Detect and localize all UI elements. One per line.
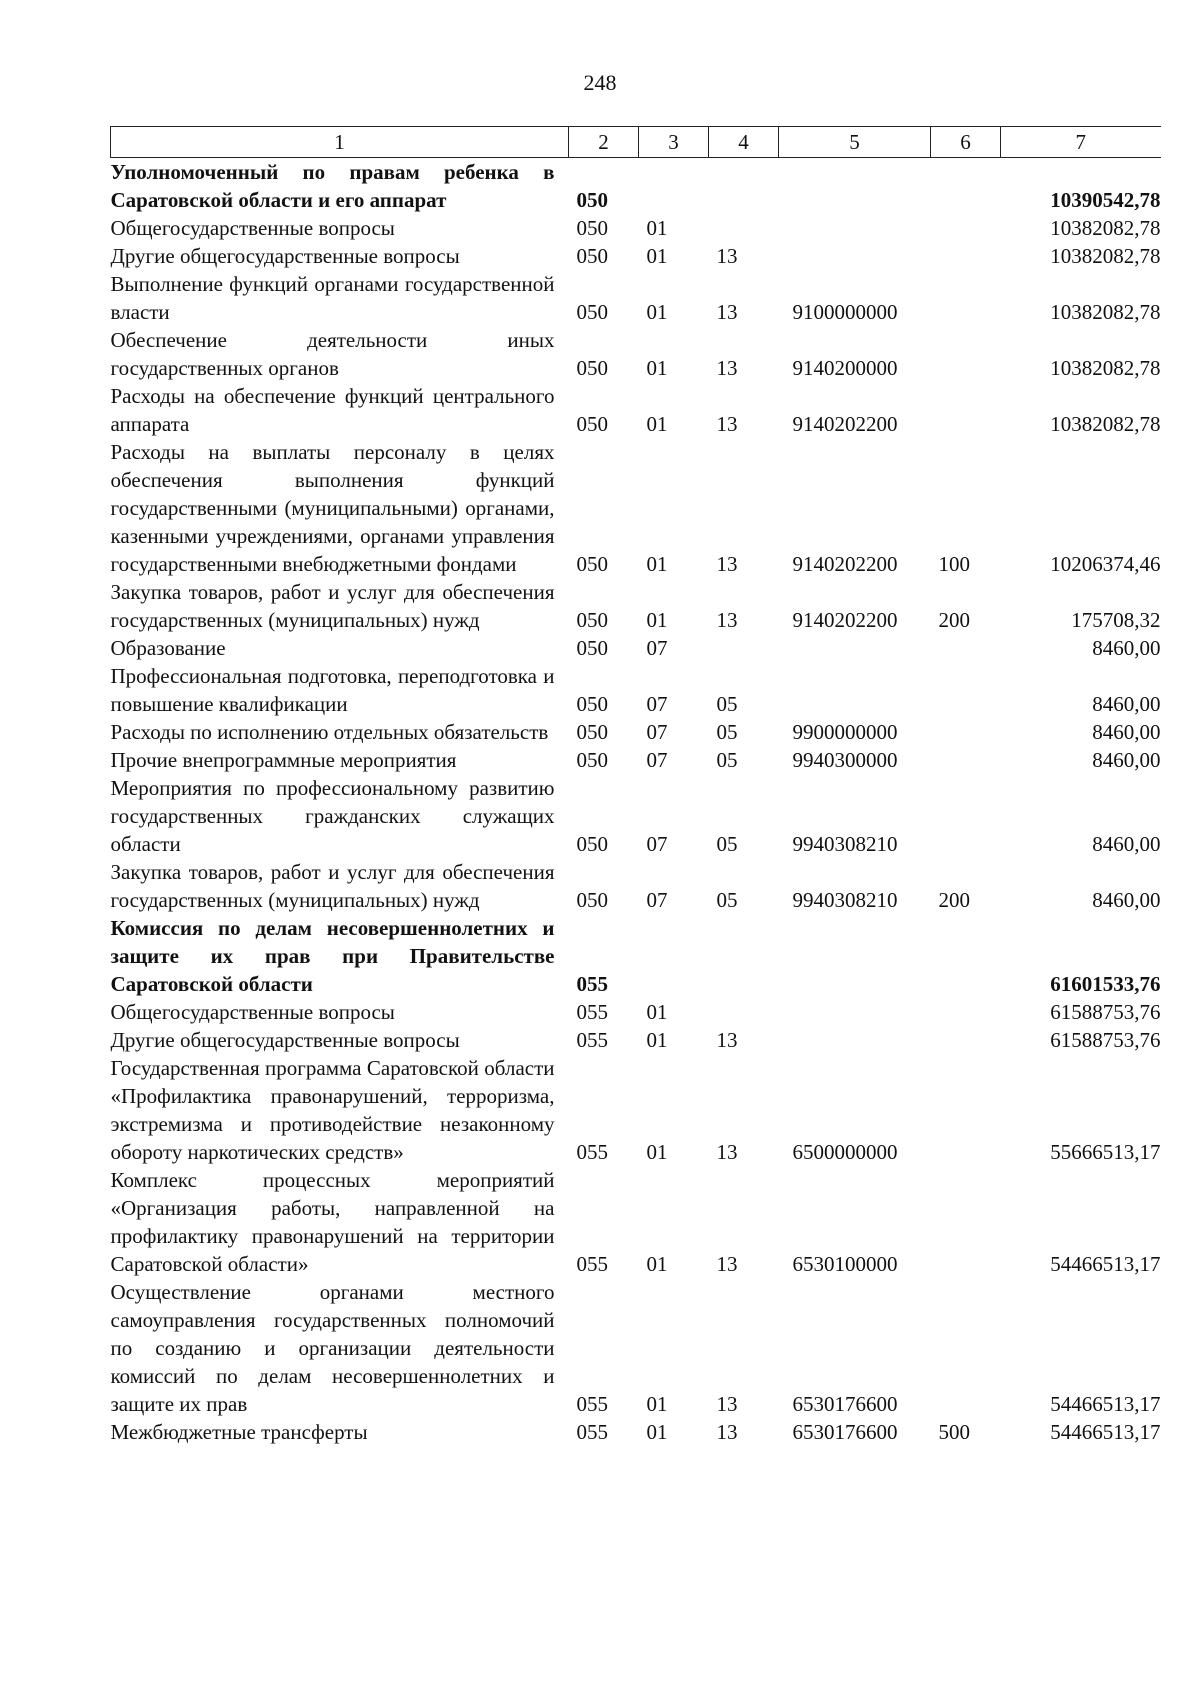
subdivision-code-cell: 13 bbox=[716, 552, 738, 576]
section-code-cell: 050 bbox=[576, 636, 608, 660]
target-article-cell: 9140200000 bbox=[792, 356, 898, 380]
expense-type-cell bbox=[931, 1278, 1001, 1418]
expense-type-cell bbox=[931, 242, 1001, 270]
target-article-cell bbox=[779, 158, 931, 215]
expense-type-cell bbox=[931, 1054, 1001, 1166]
subdivision-code-cell: 13 bbox=[716, 300, 738, 324]
amount-cell: 10382082,78 bbox=[1050, 356, 1161, 380]
division-code-cell: 01 bbox=[646, 1140, 668, 1164]
amount-cell: 10382082,78 bbox=[1050, 216, 1161, 240]
row-name-cell: Государственная программа Саратовской области «Профилактика правонарушений, терроризма, экстремизма и противодействие незаконному обороту наркотических средств» bbox=[110, 1056, 555, 1164]
column-header: 5 bbox=[779, 127, 931, 158]
table-row bbox=[111, 158, 1161, 215]
row-name-cell: Другие общегосударственные вопросы bbox=[110, 244, 460, 268]
column-header: 4 bbox=[709, 127, 779, 158]
target-article-cell bbox=[779, 662, 931, 718]
row-name-cell: Расходы по исполнению отдельных обязательств bbox=[110, 720, 549, 744]
division-code-cell: 01 bbox=[646, 412, 668, 436]
row-name-cell: Общегосударственные вопросы bbox=[110, 216, 395, 240]
amount-cell: 54466513,17 bbox=[1050, 1392, 1161, 1416]
expense-type-cell bbox=[931, 774, 1001, 858]
row-name-cell: Межбюджетные трансферты bbox=[110, 1420, 368, 1444]
amount-cell: 8460,00 bbox=[1092, 692, 1161, 716]
section-code-cell: 055 bbox=[576, 1252, 608, 1276]
section-code-cell: 055 bbox=[576, 972, 608, 996]
section-code-cell: 055 bbox=[576, 1140, 608, 1164]
subdivision-code-cell: 05 bbox=[716, 748, 738, 772]
amount-cell: 10382082,78 bbox=[1050, 412, 1161, 436]
target-article-cell bbox=[779, 998, 931, 1026]
division-code-cell: 01 bbox=[646, 1392, 668, 1416]
division-code-cell: 01 bbox=[646, 1252, 668, 1276]
amount-cell: 10382082,78 bbox=[1050, 300, 1161, 324]
division-code-cell: 07 bbox=[646, 832, 668, 856]
subdivision-code-cell: 13 bbox=[716, 1140, 738, 1164]
row-name-cell: Образование bbox=[110, 636, 226, 660]
row-name-cell: Прочие внепрограммные мероприятия bbox=[110, 748, 457, 772]
amount-cell: 175708,32 bbox=[1071, 608, 1161, 632]
subdivision-code-cell: 13 bbox=[716, 244, 738, 268]
expense-type-cell: 100 bbox=[938, 552, 970, 576]
division-code-cell: 01 bbox=[646, 1000, 668, 1024]
row-name-cell: Выполнение функций органами государственной власти bbox=[110, 272, 555, 324]
row-name-cell: Обеспечение деятельности иных государственных органов bbox=[110, 328, 555, 380]
division-code-cell: 07 bbox=[646, 720, 668, 744]
expense-type-cell bbox=[931, 914, 1001, 998]
subdivision-code-cell: 13 bbox=[716, 608, 738, 632]
section-code-cell: 050 bbox=[576, 356, 608, 380]
division-code-cell: 01 bbox=[646, 216, 668, 240]
division-code-cell: 07 bbox=[646, 748, 668, 772]
amount-cell: 8460,00 bbox=[1092, 720, 1161, 744]
section-code-cell: 050 bbox=[576, 244, 608, 268]
division-code-cell: 01 bbox=[646, 244, 668, 268]
expense-type-cell bbox=[931, 1166, 1001, 1278]
target-article-cell: 6530176600 bbox=[792, 1392, 898, 1416]
section-code-cell: 050 bbox=[576, 188, 608, 212]
table-row bbox=[111, 718, 1161, 746]
subdivision-code-cell bbox=[709, 214, 779, 242]
row-name-cell: Другие общегосударственные вопросы bbox=[110, 1028, 460, 1052]
amount-cell: 55666513,17 bbox=[1050, 1140, 1161, 1164]
section-code-cell: 055 bbox=[576, 1028, 608, 1052]
amount-cell: 54466513,17 bbox=[1050, 1252, 1161, 1276]
table-row bbox=[111, 242, 1161, 270]
column-header: 7 bbox=[1001, 127, 1161, 158]
expense-type-cell: 500 bbox=[938, 1420, 970, 1444]
division-code-cell: 07 bbox=[646, 888, 668, 912]
target-article-cell: 9940300000 bbox=[792, 748, 898, 772]
target-article-cell bbox=[779, 634, 931, 662]
target-article-cell: 9140202200 bbox=[792, 552, 898, 576]
subdivision-code-cell bbox=[709, 998, 779, 1026]
section-code-cell: 055 bbox=[576, 1420, 608, 1444]
table-row bbox=[111, 634, 1161, 662]
subdivision-code-cell: 13 bbox=[716, 412, 738, 436]
subdivision-code-cell: 13 bbox=[716, 1420, 738, 1444]
subdivision-code-cell bbox=[709, 914, 779, 998]
division-code-cell bbox=[639, 158, 709, 215]
column-header: 2 bbox=[569, 127, 639, 158]
target-article-cell bbox=[779, 242, 931, 270]
expense-type-cell bbox=[931, 382, 1001, 438]
table-row bbox=[111, 1278, 1161, 1418]
expense-type-cell bbox=[931, 746, 1001, 774]
table-row bbox=[111, 998, 1161, 1026]
amount-cell: 8460,00 bbox=[1092, 748, 1161, 772]
amount-cell: 10390542,78 bbox=[1050, 188, 1161, 212]
subdivision-code-cell: 05 bbox=[716, 720, 738, 744]
row-name-cell: Мероприятия по профессиональному развитию государственных гражданских служащих области bbox=[110, 776, 555, 856]
section-code-cell: 050 bbox=[576, 300, 608, 324]
division-code-cell: 01 bbox=[646, 356, 668, 380]
table-row bbox=[111, 214, 1161, 242]
target-article-cell bbox=[779, 214, 931, 242]
division-code-cell: 01 bbox=[646, 552, 668, 576]
expense-type-cell bbox=[931, 718, 1001, 746]
table-row bbox=[111, 578, 1161, 634]
subdivision-code-cell bbox=[709, 634, 779, 662]
table-header-row bbox=[111, 127, 1161, 158]
expense-type-cell bbox=[931, 998, 1001, 1026]
target-article-cell bbox=[779, 914, 931, 998]
section-code-cell: 050 bbox=[576, 832, 608, 856]
column-header: 1 bbox=[111, 127, 569, 158]
section-code-cell: 050 bbox=[576, 748, 608, 772]
expense-type-cell bbox=[931, 634, 1001, 662]
amount-cell: 10206374,46 bbox=[1050, 552, 1161, 576]
expense-type-cell bbox=[931, 270, 1001, 326]
row-name-cell: Расходы на выплаты персоналу в целях обеспечения выполнения функций государственными (муниципальными) органами, казенными учреждениями, органами управления государственными внебюджетными фондами bbox=[110, 440, 555, 576]
table-row bbox=[111, 1418, 1161, 1446]
amount-cell: 8460,00 bbox=[1092, 832, 1161, 856]
division-code-cell: 07 bbox=[646, 636, 668, 660]
table-row bbox=[111, 774, 1161, 858]
page-number: 248 bbox=[583, 70, 617, 95]
division-code-cell: 07 bbox=[646, 692, 668, 716]
division-code-cell: 01 bbox=[646, 300, 668, 324]
subdivision-code-cell: 13 bbox=[716, 1392, 738, 1416]
division-code-cell bbox=[639, 914, 709, 998]
section-code-cell: 050 bbox=[576, 216, 608, 240]
amount-cell: 10382082,78 bbox=[1050, 244, 1161, 268]
section-code-cell: 050 bbox=[576, 412, 608, 436]
table-row bbox=[111, 1026, 1161, 1054]
expense-type-cell bbox=[931, 326, 1001, 382]
subdivision-code-cell: 13 bbox=[716, 356, 738, 380]
table-row bbox=[111, 1166, 1161, 1278]
expense-type-cell bbox=[931, 662, 1001, 718]
target-article-cell: 6500000000 bbox=[792, 1140, 898, 1164]
amount-cell: 61588753,76 bbox=[1050, 1000, 1161, 1024]
division-code-cell: 01 bbox=[646, 1028, 668, 1052]
subdivision-code-cell: 13 bbox=[716, 1028, 738, 1052]
amount-cell: 54466513,17 bbox=[1050, 1420, 1161, 1444]
table-row bbox=[111, 914, 1161, 998]
row-name-cell: Профессиональная подготовка, переподготовка и повышение квалификации bbox=[110, 664, 555, 716]
table-row bbox=[111, 438, 1161, 578]
section-code-cell: 050 bbox=[576, 692, 608, 716]
table-row bbox=[111, 858, 1161, 914]
table-row bbox=[111, 662, 1161, 718]
target-article-cell: 9100000000 bbox=[792, 300, 898, 324]
column-header: 6 bbox=[931, 127, 1001, 158]
row-name-cell: Осуществление органами местного самоуправления государственных полномочий по созданию и организации деятельности комиссий по делам несовершеннолетних и защите их прав bbox=[110, 1280, 555, 1416]
target-article-cell: 9940308210 bbox=[792, 888, 898, 912]
budget-table bbox=[110, 126, 1161, 1446]
table-row bbox=[111, 1054, 1161, 1166]
expense-type-cell bbox=[931, 1026, 1001, 1054]
expense-type-cell: 200 bbox=[938, 608, 970, 632]
column-header: 3 bbox=[639, 127, 709, 158]
amount-cell: 8460,00 bbox=[1092, 636, 1161, 660]
table-row bbox=[111, 746, 1161, 774]
section-code-cell: 050 bbox=[576, 888, 608, 912]
section-code-cell: 050 bbox=[576, 552, 608, 576]
subdivision-code-cell: 05 bbox=[716, 888, 738, 912]
subdivision-code-cell: 05 bbox=[716, 832, 738, 856]
target-article-cell: 9940308210 bbox=[792, 832, 898, 856]
row-name-cell: Комиссия по делам несовершеннолетних и защите их прав при Правительстве Саратовской области bbox=[110, 916, 555, 996]
target-article-cell: 9140202200 bbox=[792, 412, 898, 436]
table-row bbox=[111, 326, 1161, 382]
amount-cell: 61588753,76 bbox=[1050, 1028, 1161, 1052]
amount-cell: 61601533,76 bbox=[1050, 972, 1161, 996]
row-name-cell: Закупка товаров, работ и услуг для обеспечения государственных (муниципальных) нужд bbox=[110, 860, 555, 912]
row-name-cell: Расходы на обеспечение функций центрального аппарата bbox=[110, 384, 555, 436]
row-name-cell: Уполномоченный по правам ребенка в Саратовской области и его аппарат bbox=[110, 160, 555, 212]
section-code-cell: 055 bbox=[576, 1000, 608, 1024]
table-row bbox=[111, 382, 1161, 438]
target-article-cell bbox=[779, 1026, 931, 1054]
row-name-cell: Общегосударственные вопросы bbox=[110, 1000, 395, 1024]
table-row bbox=[111, 270, 1161, 326]
row-name-cell: Закупка товаров, работ и услуг для обеспечения государственных (муниципальных) нужд bbox=[110, 580, 555, 632]
subdivision-code-cell: 13 bbox=[716, 1252, 738, 1276]
expense-type-cell: 200 bbox=[938, 888, 970, 912]
subdivision-code-cell bbox=[709, 158, 779, 215]
row-name-cell: Комплекс процессных мероприятий «Организация работы, направленной на профилактику правонарушений на территории Саратовской области» bbox=[110, 1168, 555, 1276]
section-code-cell: 050 bbox=[576, 608, 608, 632]
target-article-cell: 6530176600 bbox=[792, 1420, 898, 1444]
target-article-cell: 9140202200 bbox=[792, 608, 898, 632]
subdivision-code-cell: 05 bbox=[716, 692, 738, 716]
division-code-cell: 01 bbox=[646, 1420, 668, 1444]
section-code-cell: 055 bbox=[576, 1392, 608, 1416]
expense-type-cell bbox=[931, 158, 1001, 215]
target-article-cell: 9900000000 bbox=[792, 720, 898, 744]
target-article-cell: 6530100000 bbox=[792, 1252, 898, 1276]
division-code-cell: 01 bbox=[646, 608, 668, 632]
table-body bbox=[111, 158, 1161, 1447]
amount-cell: 8460,00 bbox=[1092, 888, 1161, 912]
section-code-cell: 050 bbox=[576, 720, 608, 744]
expense-type-cell bbox=[931, 214, 1001, 242]
